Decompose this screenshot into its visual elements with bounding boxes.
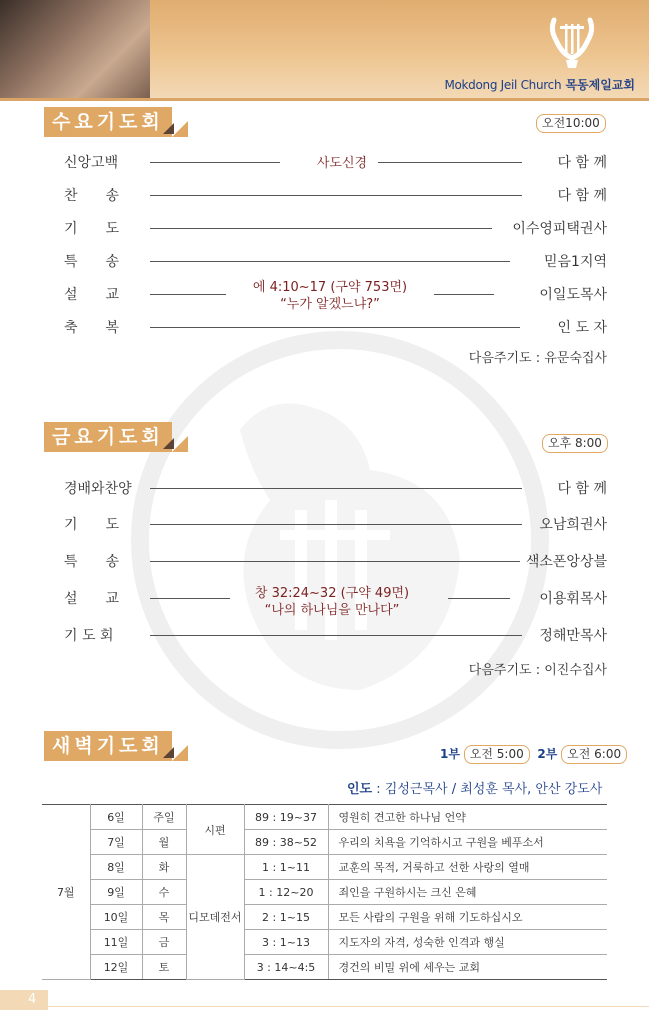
month-cell: 7월 [42,805,90,980]
title-corner-icon [172,436,188,452]
dove-lyre-watermark-icon [130,330,550,750]
table-row [42,805,607,830]
row-label: 축 복 [64,320,120,336]
wednesday-row [64,185,607,205]
leader-line [150,195,522,196]
title-corner-icon [172,121,188,137]
row-value: 이용휘목사 [539,591,607,607]
row-value: 다 함 께 [557,188,607,204]
row-label: 찬 송 [64,188,120,204]
dawn-leaders [347,778,602,797]
dawn-times [440,745,627,764]
reference-cell: 89 : 19~37 [244,805,328,830]
weekday-cell: 금 [142,930,186,955]
day-cell: 12일 [90,955,142,980]
title-cell: 우리의 치욕을 기억하시고 구원을 베푸소서 [328,830,607,855]
leader-line [150,635,522,636]
table-row [42,855,607,880]
church-name-en: Mokdong Jeil Church [444,78,562,92]
sermon-title: “나의 하나님을 만나다” [264,603,400,618]
title-cell: 모든 사람의 구원을 위해 기도하십시오 [328,905,607,930]
row-value: 이일도목사 [539,287,607,303]
row-value: 오남희권사 [539,517,607,533]
leader-label: 인도 [347,782,373,797]
row-value: 색소폰앙상블 [525,554,607,570]
reference-cell: 3 : 14~4:5 [244,955,328,980]
leader-line [150,598,230,599]
part1-label: 1부 [440,747,460,761]
table-row [42,905,607,930]
leader-line [150,524,522,525]
wednesday-row [64,152,607,172]
leader-line [150,294,226,295]
church-name [444,76,635,93]
title-cell: 지도자의 자격, 성숙한 인격과 행실 [328,930,607,955]
part2-time-badge: 오전 6:00 [561,745,627,764]
part1-time-badge: 오전 5:00 [464,745,530,764]
weekday-cell: 화 [142,855,186,880]
sermon-reference: 에 4:10~17 (구약 753면) [252,280,408,295]
table-row [42,880,607,905]
row-label: 특 송 [64,554,120,570]
row-label: 설 교 [64,591,120,607]
day-cell: 10일 [90,905,142,930]
part2-label: 2부 [537,747,558,761]
day-cell: 8일 [90,855,142,880]
row-label: 기 도 [64,221,120,237]
title-cell: 교훈의 목적, 거룩하고 선한 사랑의 열매 [328,855,607,880]
dawn-schedule-table [42,804,607,980]
wednesday-row [64,317,607,337]
title-cell: 경건의 비밀 위에 세우는 교회 [328,955,607,980]
footer-line [48,1006,649,1007]
leader-line [150,261,510,262]
row-value: 이수영피택권사 [512,221,607,237]
reference-cell: 1 : 12~20 [244,880,328,905]
row-label: 신앙고백 [64,155,119,171]
header-divider [0,98,649,101]
row-value: 인 도 자 [557,320,607,336]
table-row [42,930,607,955]
table-row [42,830,607,855]
leader-line [150,561,520,562]
row-value: 다 함 께 [557,155,607,171]
leader-line [150,228,492,229]
sermon-title: “누가 알겠느냐?” [280,297,380,312]
book-cell: 디모데전서 [186,855,244,980]
row-value: 다 함 께 [557,481,607,497]
weekday-cell: 수 [142,880,186,905]
title-corner-icon [172,745,188,761]
friday-row [64,478,607,498]
day-cell: 9일 [90,880,142,905]
church-name-ko: 목동제일교회 [565,78,635,92]
weekday-cell: 목 [142,905,186,930]
friday-row [64,514,607,534]
leader-names: : 김성근목사 / 최성훈 목사, 안산 강도사 [376,782,603,797]
book-cell: 시편 [186,805,244,855]
row-label: 특 송 [64,254,120,270]
day-cell: 6일 [90,805,142,830]
table-row [42,955,607,980]
wednesday-row [64,251,607,271]
friday-section-title [44,422,172,452]
wednesday-section-title [44,107,172,137]
page-number: 4 [0,990,48,1010]
title-cell: 영원히 견고한 하나님 언약 [328,805,607,830]
dawn-title-text: 새벽기도회 [52,735,164,757]
reference-cell: 1 : 1~11 [244,855,328,880]
row-value: 정해만목사 [539,628,607,644]
leader-line [378,162,522,163]
dawn-section-title [44,731,172,761]
lyre-logo-icon [548,14,596,70]
header-photo [0,0,150,98]
row-value: 믿음1지역 [543,254,607,270]
wednesday-next-prayer: 다음주기도 : 유문숙집사 [468,351,607,366]
wednesday-row [64,218,607,238]
row-label: 기 도 [64,517,120,533]
friday-row [64,625,607,645]
reference-cell: 89 : 38~52 [244,830,328,855]
leader-line [150,162,280,163]
row-label: 경배와찬양 [64,481,132,497]
friday-time-badge: 오후 8:00 [542,434,608,453]
title-cell: 죄인을 구원하시는 크신 은혜 [328,880,607,905]
sermon-reference: 창 32:24~32 (구약 49면) [254,586,410,601]
wednesday-title-text: 수요기도회 [52,111,164,133]
friday-title-text: 금요기도회 [52,426,164,448]
weekday-cell: 주일 [142,805,186,830]
day-cell: 11일 [90,930,142,955]
title-fold-icon [163,123,174,134]
weekday-cell: 월 [142,830,186,855]
day-cell: 7일 [90,830,142,855]
reference-cell: 2 : 1~15 [244,905,328,930]
reference-cell: 3 : 1~13 [244,930,328,955]
row-label: 기 도 회 [64,628,114,644]
row-label: 설 교 [64,287,120,303]
leader-line [434,294,494,295]
weekday-cell: 토 [142,955,186,980]
leader-line [150,488,522,489]
friday-next-prayer: 다음주기도 : 이진수집사 [468,663,607,678]
title-fold-icon [163,747,174,758]
title-fold-icon [163,438,174,449]
friday-row [64,551,607,571]
wednesday-time-badge: 오전10:00 [536,114,606,133]
leader-line [150,327,520,328]
leader-line [448,598,510,599]
row-middle-text: 사도신경 [316,156,368,171]
